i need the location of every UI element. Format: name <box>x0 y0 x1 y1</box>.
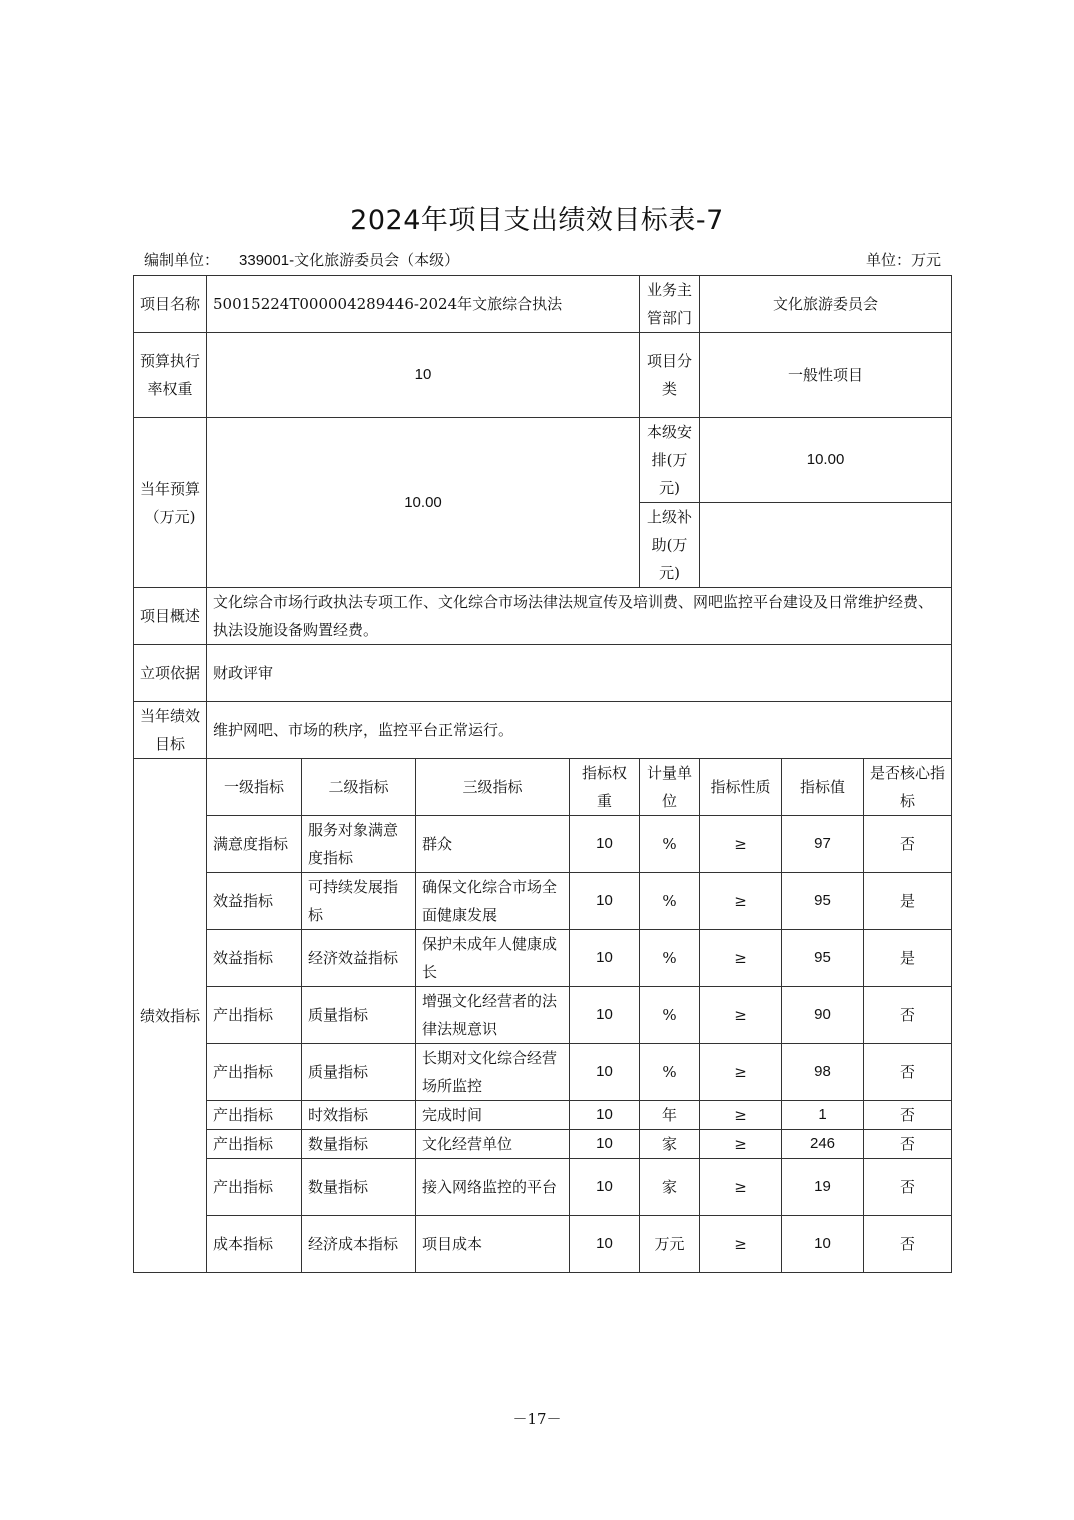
indicator-operator: ≥ <box>700 1101 782 1130</box>
indicator-core: 否 <box>864 987 952 1044</box>
indicator-operator: ≥ <box>700 1216 782 1273</box>
indicator-operator: ≥ <box>700 873 782 930</box>
table-row <box>134 930 952 987</box>
col-header-level1: 一级指标 <box>207 759 302 816</box>
indicator-core: 否 <box>864 1159 952 1216</box>
table-row <box>134 987 952 1044</box>
indicator-level1: 产出指标 <box>207 1044 302 1101</box>
indicator-level2: 时效指标 <box>302 1101 416 1130</box>
col-header-weight: 指标权重 <box>570 759 640 816</box>
local-budget-label: 本级安排(万元) <box>640 418 700 503</box>
indicator-level1: 效益指标 <box>207 930 302 987</box>
indicator-weight: 10 <box>570 816 640 873</box>
indicator-unit: % <box>640 873 700 930</box>
dept-label: 业务主管部门 <box>640 276 700 333</box>
basis-value: 财政评审 <box>207 645 952 702</box>
upper-subsidy-value <box>700 503 952 588</box>
indicator-unit: % <box>640 1044 700 1101</box>
indicator-level2: 服务对象满意度指标 <box>302 816 416 873</box>
indicator-value: 10 <box>782 1216 864 1273</box>
table-row <box>134 1130 952 1159</box>
indicator-level1: 产出指标 <box>207 1130 302 1159</box>
table-row <box>134 1216 952 1273</box>
indicator-value: 95 <box>782 930 864 987</box>
indicator-level1: 产出指标 <box>207 987 302 1044</box>
compiling-unit-value: 339001-文化旅游委员会（本级） <box>239 252 460 269</box>
indicator-level3: 文化经营单位 <box>416 1130 570 1159</box>
overview-label: 项目概述 <box>134 588 207 645</box>
goal-label: 当年绩效目标 <box>134 702 207 759</box>
indicator-operator: ≥ <box>700 1159 782 1216</box>
indicator-core: 否 <box>864 1216 952 1273</box>
indicator-level2: 经济效益指标 <box>302 930 416 987</box>
indicator-weight: 10 <box>570 1044 640 1101</box>
table-row <box>134 816 952 873</box>
indicator-value: 97 <box>782 816 864 873</box>
indicator-unit: 家 <box>640 1130 700 1159</box>
weight-value: 10 <box>207 333 640 418</box>
indicator-core: 是 <box>864 873 952 930</box>
indicator-core: 否 <box>864 1101 952 1130</box>
indicator-value: 1 <box>782 1101 864 1130</box>
basis-label: 立项依据 <box>134 645 207 702</box>
col-header-value: 指标值 <box>782 759 864 816</box>
indicator-level3: 接入网络监控的平台 <box>416 1159 570 1216</box>
indicator-operator: ≥ <box>700 987 782 1044</box>
indicator-value: 98 <box>782 1044 864 1101</box>
project-name-value: 50015224T000004289446-2024年文旅综合执法 <box>207 276 640 333</box>
indicator-level2: 数量指标 <box>302 1159 416 1216</box>
indicator-weight: 10 <box>570 930 640 987</box>
local-budget-value: 10.00 <box>700 418 952 503</box>
indicator-level3: 完成时间 <box>416 1101 570 1130</box>
indicator-unit: % <box>640 987 700 1044</box>
indicator-core: 是 <box>864 930 952 987</box>
indicator-operator: ≥ <box>700 1130 782 1159</box>
indicator-core: 否 <box>864 1044 952 1101</box>
weight-label: 预算执行率权重 <box>134 333 207 418</box>
table-row <box>134 1044 952 1101</box>
goal-value: 维护网吧、市场的秩序，监控平台正常运行。 <box>207 702 952 759</box>
indicator-level3: 长期对文化综合经营场所监控 <box>416 1044 570 1101</box>
indicator-operator: ≥ <box>700 816 782 873</box>
compiling-unit-label: 编制单位： <box>144 251 220 269</box>
upper-subsidy-label: 上级补助(万元) <box>640 503 700 588</box>
indicator-value: 90 <box>782 987 864 1044</box>
indicator-value: 246 <box>782 1130 864 1159</box>
indicator-weight: 10 <box>570 987 640 1044</box>
indicator-unit: % <box>640 816 700 873</box>
page-number: －17－ <box>512 1410 562 1428</box>
indicator-level3: 项目成本 <box>416 1216 570 1273</box>
page-title: 2024年项目支出绩效目标表-7 <box>350 205 724 236</box>
indicator-level2: 质量指标 <box>302 987 416 1044</box>
overview-value: 文化综合市场行政执法专项工作、文化综合市场法律法规宣传及培训费、网吧监控平台建设及日常维护经费、执法设施设备购置经费。 <box>207 588 952 645</box>
indicator-core: 否 <box>864 1130 952 1159</box>
indicator-level3: 确保文化综合市场全面健康发展 <box>416 873 570 930</box>
indicator-operator: ≥ <box>700 930 782 987</box>
table-row <box>134 1101 952 1130</box>
table-row <box>134 1159 952 1216</box>
col-header-nature: 指标性质 <box>700 759 782 816</box>
indicator-unit: 万元 <box>640 1216 700 1273</box>
indicator-weight: 10 <box>570 1159 640 1216</box>
category-value: 一般性项目 <box>700 333 952 418</box>
currency-unit: 单位：万元 <box>865 251 941 269</box>
indicator-core: 否 <box>864 816 952 873</box>
indicator-unit: 年 <box>640 1101 700 1130</box>
indicator-level1: 产出指标 <box>207 1159 302 1216</box>
budget-value: 10.00 <box>207 418 640 588</box>
category-label: 项目分类 <box>640 333 700 418</box>
indicator-level1: 产出指标 <box>207 1101 302 1130</box>
indicator-weight: 10 <box>570 1101 640 1130</box>
table-row <box>134 873 952 930</box>
indicator-weight: 10 <box>570 873 640 930</box>
performance-table <box>133 275 952 1273</box>
indicator-level1: 成本指标 <box>207 1216 302 1273</box>
indicator-weight: 10 <box>570 1216 640 1273</box>
indicator-unit: % <box>640 930 700 987</box>
col-header-unit: 计量单位 <box>640 759 700 816</box>
perf-indicators-label: 绩效指标 <box>134 759 207 1273</box>
indicator-operator: ≥ <box>700 1044 782 1101</box>
col-header-level3: 三级指标 <box>416 759 570 816</box>
indicator-level2: 数量指标 <box>302 1130 416 1159</box>
indicator-level2: 可持续发展指标 <box>302 873 416 930</box>
indicator-level3: 群众 <box>416 816 570 873</box>
project-name-label: 项目名称 <box>134 276 207 333</box>
indicator-level3: 保护未成年人健康成长 <box>416 930 570 987</box>
compiling-unit <box>144 249 459 270</box>
indicator-level2: 经济成本指标 <box>302 1216 416 1273</box>
indicator-level3: 增强文化经营者的法律法规意识 <box>416 987 570 1044</box>
indicator-level2: 质量指标 <box>302 1044 416 1101</box>
indicator-value: 19 <box>782 1159 864 1216</box>
indicator-unit: 家 <box>640 1159 700 1216</box>
col-header-level2: 二级指标 <box>302 759 416 816</box>
indicator-level1: 效益指标 <box>207 873 302 930</box>
indicator-weight: 10 <box>570 1130 640 1159</box>
indicator-value: 95 <box>782 873 864 930</box>
col-header-core: 是否核心指标 <box>864 759 952 816</box>
indicator-level1: 满意度指标 <box>207 816 302 873</box>
budget-label: 当年预算（万元) <box>134 418 207 588</box>
dept-value: 文化旅游委员会 <box>700 276 952 333</box>
